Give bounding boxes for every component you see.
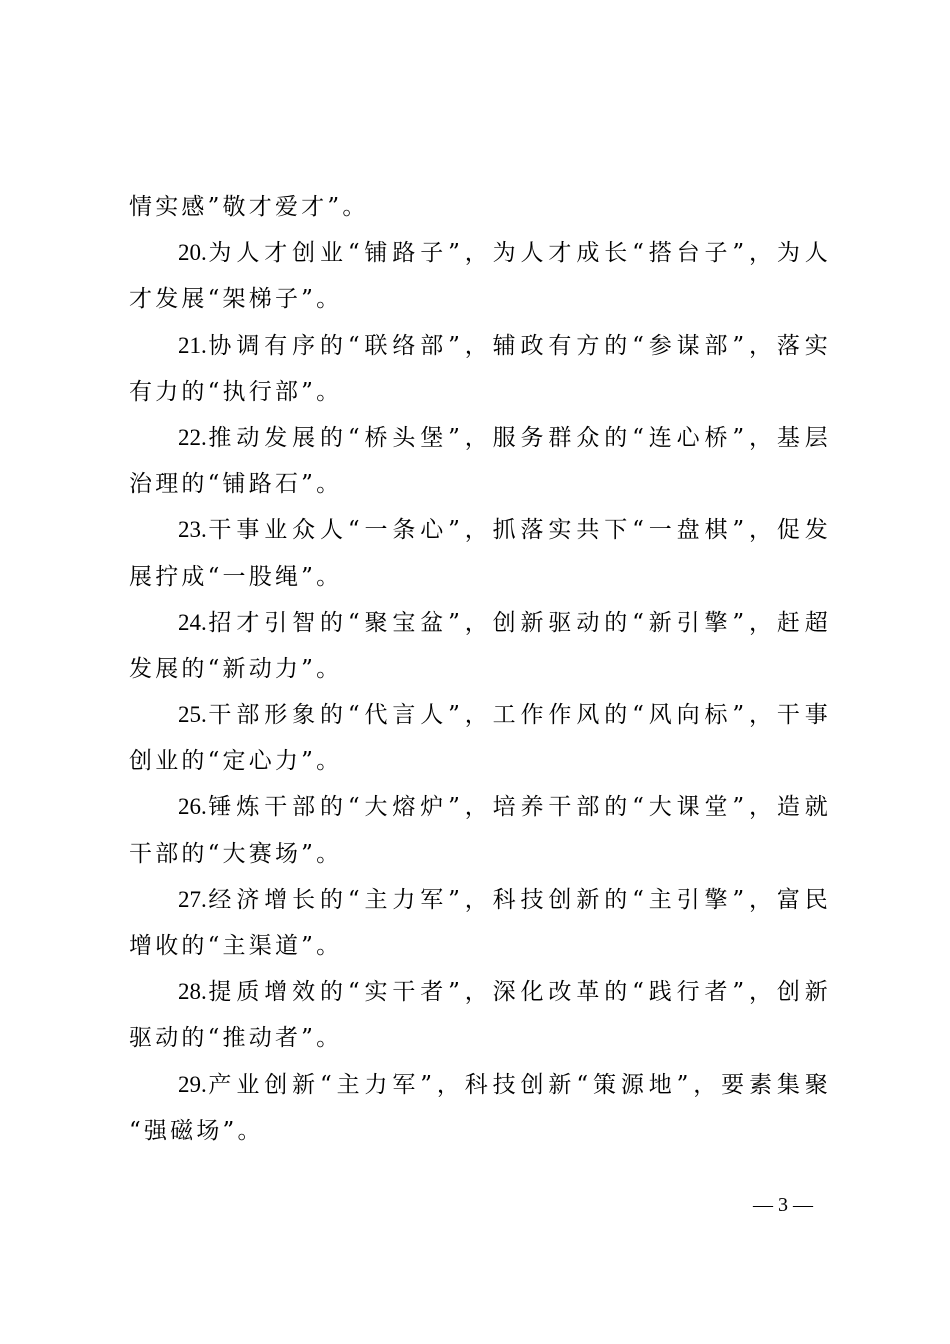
text-line: 干部形象的“代言人”，工作作风的“风向标”，干事 — [206, 702, 831, 729]
list-item-22-continuation — [129, 461, 831, 507]
list-item-29-continuation — [129, 1108, 831, 1154]
text-line: 为人才创业“铺路子”，为人才成长“搭台子”，为人 — [206, 240, 831, 267]
document-body — [129, 184, 831, 1154]
text-line: “强磁场”。 — [129, 1117, 264, 1144]
list-item-28-continuation — [129, 1015, 831, 1061]
text-line: 驱动的“推动者”。 — [129, 1025, 343, 1052]
list-item-28 — [129, 969, 831, 1015]
text-line: 增收的“主渠道”。 — [129, 933, 343, 959]
list-item-26 — [129, 784, 831, 830]
list-item-20 — [129, 230, 831, 276]
text-line: 干部的“大赛场”。 — [129, 840, 343, 867]
item-number: 28. — [178, 979, 207, 1005]
item-number: 22. — [178, 424, 207, 450]
list-item-27 — [129, 877, 831, 923]
text-line: 干事业众人“一条心”，抓落实共下“一盘棋”，促发 — [206, 517, 831, 544]
list-item-25-continuation — [129, 738, 831, 784]
page-number: — 3 — — [753, 1194, 813, 1216]
list-item-23-continuation — [129, 554, 831, 600]
text-line: 才发展“架梯子”。 — [129, 286, 343, 313]
text-line: 提质增效的“实干者”，深化改革的“践行者”，创新 — [206, 979, 831, 1006]
item-number: 20. — [178, 240, 207, 266]
text-line: 创业的“定心力”。 — [129, 748, 343, 775]
text-line: 有力的“执行部”。 — [129, 378, 343, 405]
list-item-22 — [129, 415, 831, 461]
text-line: 产业创新“主力军”，科技创新“策源地”，要素集聚 — [206, 1071, 831, 1098]
list-item-20-continuation — [129, 276, 831, 322]
item-number: 21. — [178, 332, 207, 358]
item-number: 27. — [178, 886, 207, 912]
item-number: 25. — [178, 702, 207, 728]
list-item-24 — [129, 600, 831, 646]
list-item-27-continuation — [129, 923, 831, 969]
item-number: 29. — [178, 1071, 207, 1097]
text-line: 推动发展的“桥头堡”，服务群众的“连心桥”，基层 — [206, 424, 831, 451]
list-item-29 — [129, 1062, 831, 1108]
item-number: 23. — [178, 517, 207, 543]
text-line: 治理的“铺路石”。 — [129, 471, 343, 498]
item-number: 26. — [178, 794, 207, 820]
list-item-26-continuation — [129, 831, 831, 877]
text-line: 经济增长的“主力军”，科技创新的“主引擎”，富民 — [206, 886, 831, 913]
text-line: 情实感”敬才爱才”。 — [129, 194, 369, 220]
list-item-24-continuation — [129, 646, 831, 692]
text-line: 锤炼干部的“大熔炉”，培养干部的“大课堂”，造就 — [206, 794, 831, 821]
text-line: 协调有序的“联络部”，辅政有方的“参谋部”，落实 — [206, 332, 831, 359]
list-item-21-continuation — [129, 369, 831, 415]
text-line: 招才引智的“聚宝盆”，创新驱动的“新引擎”，赶超 — [206, 609, 831, 636]
text-line: 展拧成“一股绳”。 — [129, 563, 343, 590]
list-item-25 — [129, 692, 831, 738]
text-line: 发展的“新动力”。 — [129, 655, 343, 682]
paragraph-continuation — [129, 184, 831, 230]
list-item-23 — [129, 507, 831, 553]
item-number: 24. — [178, 609, 207, 635]
list-item-21 — [129, 323, 831, 369]
